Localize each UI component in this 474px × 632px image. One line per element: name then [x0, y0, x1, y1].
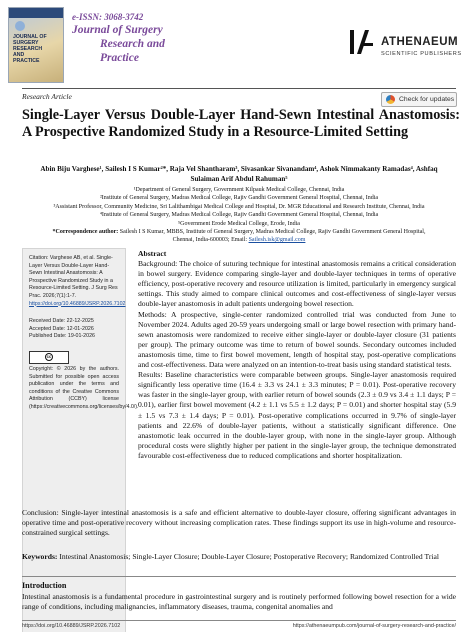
introduction-heading: Introduction: [22, 581, 67, 590]
footer-doi-link[interactable]: https://doi.org/10.46889/JSRP.2026.7102: [22, 623, 121, 629]
article-title: Single-Layer Versus Double-Layer Hand-Sewn Intestinal Anastomosis: A Prospective Randomized Study in a Resource-Limited Setting: [22, 107, 460, 140]
publisher-logo-icon: [347, 27, 375, 57]
cover-line: AND: [13, 52, 25, 58]
abstract-conclusion: Conclusion: Single-layer intestinal anastomosis is a safe and efficient alternative to double-layer closure, offering significant advantages in operative time and post-operative recovery without increasing complication rates. These findings support its use in high-volume and resource-constrained surgical settings.: [22, 508, 456, 538]
keywords: [22, 552, 456, 562]
cover-line: PRACTICE: [13, 58, 40, 64]
issn: e-ISSN: 3068-3742: [72, 12, 144, 22]
corresponding-author-cont: [22, 236, 456, 244]
author-list: [22, 165, 456, 184]
accepted-date: Accepted Date: 12-01-2026: [29, 325, 94, 332]
article-info-sidebar: [22, 248, 139, 632]
cover-line: RESEARCH: [13, 46, 43, 52]
correspondence-text: Sailesh I S Kumar, MBBS, Institute of General Surgery, Madras Medical College, Rajiv Gandhi Government General Hospital,: [118, 229, 426, 236]
journal-cover-image: [8, 7, 64, 83]
correspondence-text: Chennai, India-600003; Email:: [172, 237, 249, 244]
affiliation: ¹Department of General Surgery, Government Kilpauk Medical College, Chennai, India: [133, 187, 345, 193]
introduction-text: Intestinal anastomosis is a fundamental procedure in gastrointestinal surgery and is routinely performed following bowel resection for a wide range of conditions, including malignancies, inflammatory diseases, trauma, congenital anomalies and: [22, 592, 456, 612]
article-type: Research Article: [22, 92, 72, 101]
section-divider: [22, 576, 456, 577]
cc-by-license-icon: [29, 351, 69, 364]
publisher-name: ATHENAEUM: [381, 36, 459, 48]
journal-title-line: Journal of Surgery: [72, 24, 163, 36]
author-line: Abin Biju Varghese¹, Sailesh I S Kumar²*, Raja Vel Shantharam³, Sivasankar Sivanandam⁴, Ashok Nimmakanty Ramadas⁴, Ashfaq: [40, 165, 438, 173]
journal-title-line: Practice: [100, 52, 139, 64]
keywords-label: Keywords:: [22, 552, 58, 561]
affiliation: ⁵Government Erode Medical College, Erode, India: [178, 220, 300, 227]
abstract-background: Background: The choice of suturing technique for intestinal anastomosis remains a critical consideration in bowel surgery. Evidence comparing single-layer and double-layer techniques in terms of operative efficiency, post-operative recovery and resource utilization is limited, particularly in emergency surgical settings. This study aimed to compare clinical outcomes and cost-effectiveness of single-layer versus double-layer anastomosis in adult patients undergoing bowel resection.: [138, 259, 456, 309]
cc-label: cc: [46, 354, 52, 360]
author-line: Sulaiman Arif Abdul Rahuman⁵: [190, 174, 288, 183]
check-updates-label: Check for updates: [399, 96, 455, 103]
abstract-methods: Methods: A prospective, single-center randomized controlled trial was conducted from June to November 2024. Adults aged 20-59 years undergoing small or large bowel resection with primary hand-sewn anastomosis were randomized to receive either single-layer or double-layer closure (31 patients per group). The primary outcome was time to return of bowel sounds. Secondary outcomes included anastomosis time, time to first bowel movement, length of hospital stay, post-operative complications and cost-effectiveness. Data were analyzed on an intention-to-treat basis using standard statistical tests.: [138, 309, 456, 370]
affiliations: [22, 186, 456, 245]
journal-header: [0, 0, 474, 95]
published-date: Published Date: 19-01-2026: [29, 333, 95, 340]
abstract-results: Results: Baseline characteristics were comparable between groups. Single-layer anastomosis required significantly less operative time (16.4 ± 3.3 vs 24.1 ± 3.3 minutes; P = 0.01). Post-operative recovery was faster in the single-layer group, with earlier return of bowel sounds (2.3 ± 0.9 vs 3.4 ± 1.1 days; P = 0.01), earlier first bowel movement (4.2 ± 1.1 vs 5.5 ± 1.2 days; P = 0.01) and shorter hospital stay (5.9 ± 1.5 vs 7.3 ± 1.4 days; P = 0.01). Post-operative complications occurred in 9.7% of single-layer patients and 22.6% of double-layer patients, without a statistically significant difference. One anastomotic leak occurred in the double-layer group, with none in the single-layer group. Although procedural costs were slightly higher per patient in the single-layer group, the technique demonstrated favourable cost-effectiveness due to reduced complications and shorter hospitalization.: [138, 370, 456, 460]
cover-title: [13, 34, 47, 64]
cover-line: SURGERY: [13, 40, 39, 46]
abstract: [138, 249, 456, 461]
license-text: Copyright: © 2026 by the authors. Submitted for possible open access publication under the terms and conditions of the Creative Commons Attribution (CCBY) license (https://creativecommons.org/licenses/by/4.0/).: [29, 365, 139, 410]
journal-title-line: Research and: [100, 38, 165, 50]
abstract-heading: Abstract: [138, 249, 167, 258]
cover-line: JOURNAL OF: [13, 34, 47, 40]
affiliation: ³Assistant Professor, Community Medicine, Sri Lalithambigai Medical College and Hospital, Dr. MGR Educational and Research Institute, Chennai, India: [53, 203, 425, 210]
publisher-subtitle: SCIENTIFIC PUBLISHERS: [381, 51, 462, 57]
keywords-text: Intestinal Anastomosis; Single-Layer Closure; Double-Layer Closure; Postoperative Recovery; Randomized Controlled Trial: [57, 552, 439, 561]
citation: Citation: Varghese AB, et al. Single-Layer Versus Double-Layer Hand-Sewn Intestinal Anastomosis: A Prospective Randomized Study in a Resource-Limited Setting. J Surg Res Prac. 2026;7(1):1-7.: [29, 255, 118, 299]
doi-link[interactable]: https://doi.org/10.46889/JSRP.2026.7102: [29, 300, 126, 307]
cover-band: [9, 8, 63, 18]
page-footer: [22, 620, 456, 632]
received-date: Received Date: 22-12-2025: [29, 318, 94, 325]
affiliation: ⁴Institute of General Surgery, Madras Medical College, Rajiv Gandhi Government General Hospital, Chennai, India: [99, 212, 379, 219]
journal-title: [72, 23, 165, 65]
header-divider: [22, 88, 456, 89]
check-for-updates-button[interactable]: [381, 92, 457, 107]
crossmark-icon: [386, 95, 395, 104]
footer-journal-link[interactable]: https://athenaeumpub.com/journal-of-surgery-research-and-practice/: [292, 623, 456, 629]
correspondence-label: *Correspondence author:: [52, 229, 119, 236]
affiliation: ²Institute of General Surgery, Madras Medical College, Rajiv Gandhi Government General Hospital, Chennai, India: [99, 195, 379, 202]
email-link[interactable]: Sailesh.isk@gmail.com: [248, 237, 306, 244]
corresponding-author: [22, 228, 456, 236]
cover-emblem: [15, 21, 25, 31]
